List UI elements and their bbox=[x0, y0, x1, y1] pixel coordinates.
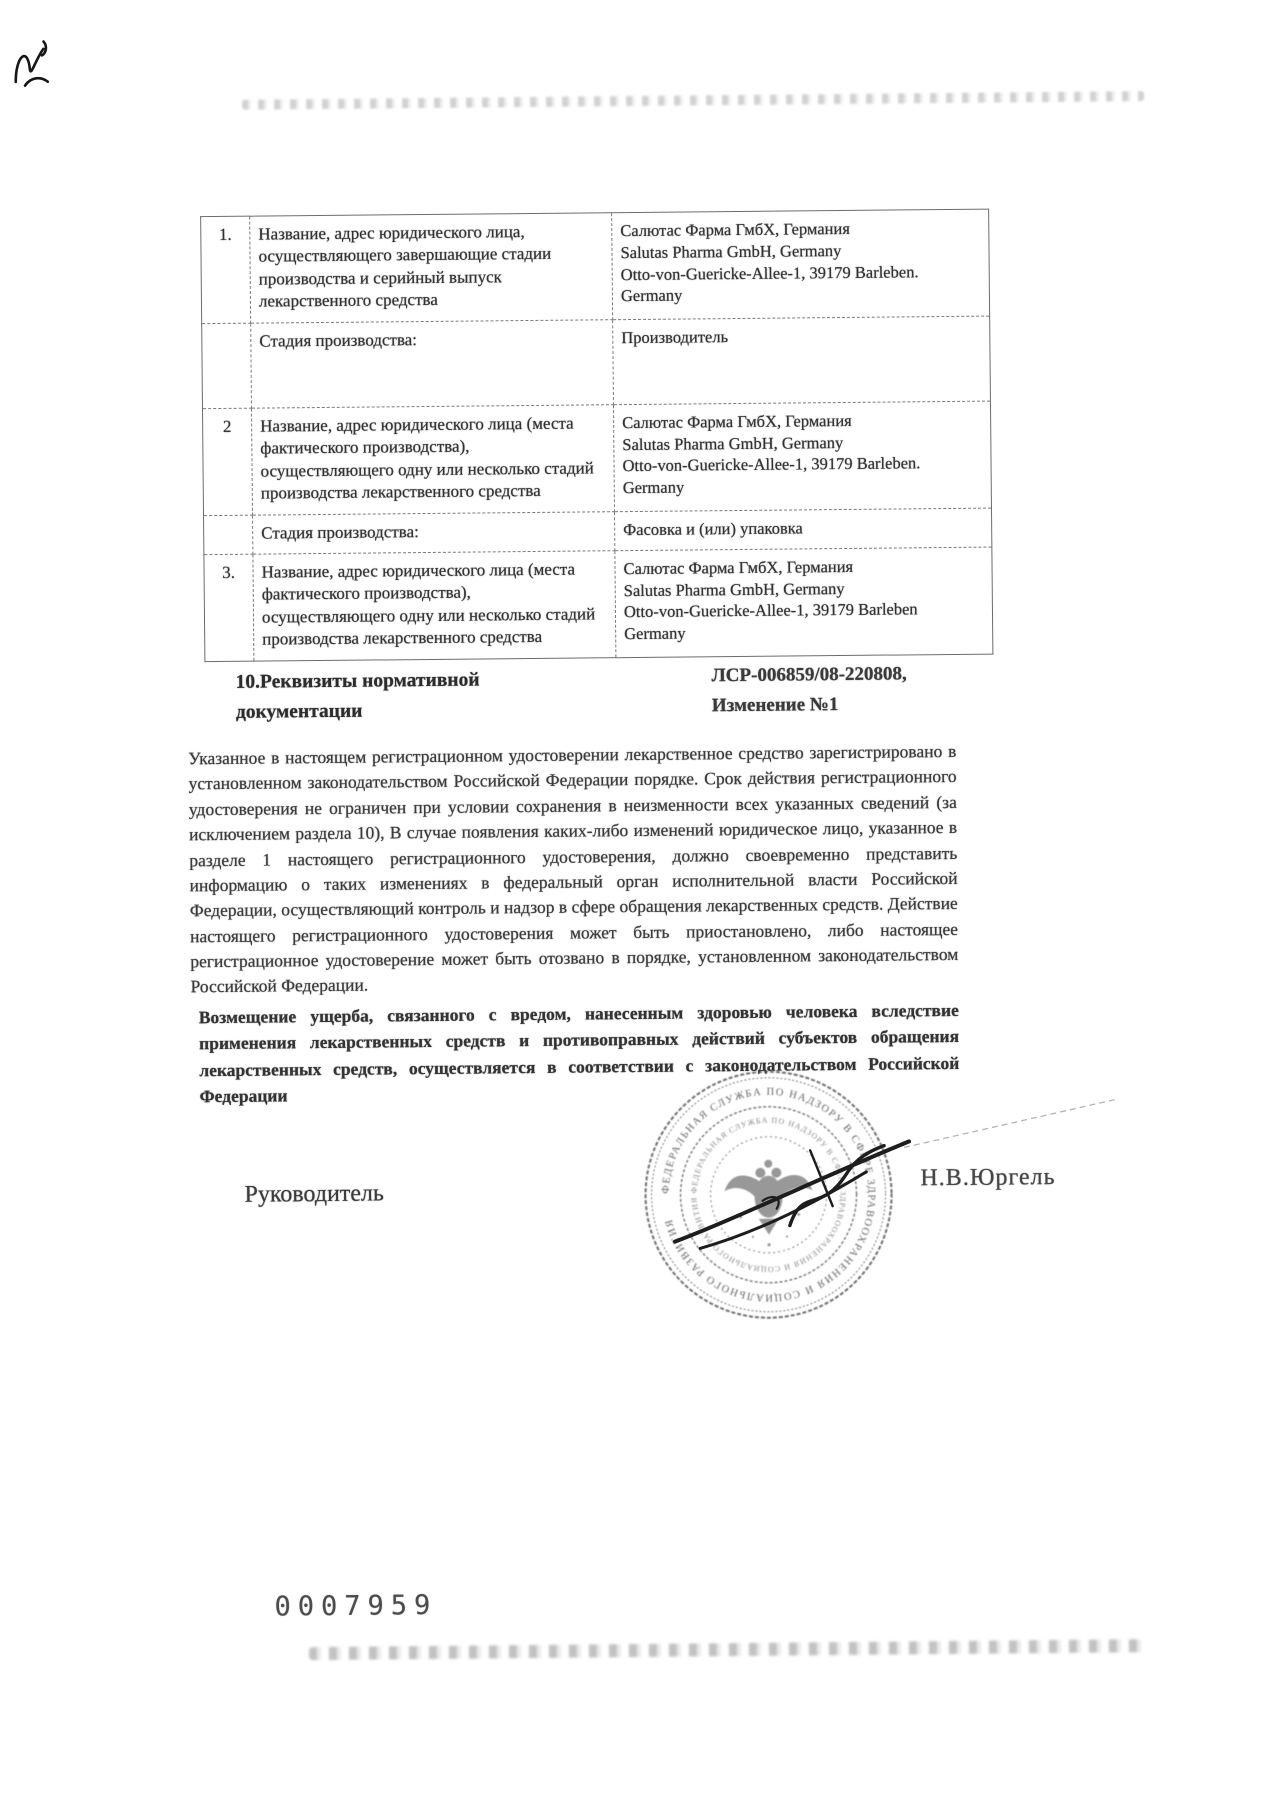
row-label: Название, адрес юридического лица, осуществляющего завершающие стадии производства и серийный выпуск лекарственного средства bbox=[250, 213, 613, 323]
signer-role-label: Руководитель bbox=[244, 1180, 385, 1208]
row-value: Салютас Фарма ГмбХ, Германия Salutas Pharma GmbH, Germany Otto-von-Guericke-Allee-1, 39179 Barleben. Germany bbox=[612, 209, 990, 319]
row-label: Стадия производства: bbox=[253, 511, 615, 554]
row-number: 2 bbox=[202, 408, 252, 515]
ink-scribble-mark bbox=[1, 29, 74, 96]
row-label: Название, адрес юридического лица (места фактического производства), осуществляющего одну или несколько стадий производства лекарственного средства bbox=[253, 551, 616, 661]
table-row bbox=[204, 547, 993, 661]
legal-paragraph-liability: Возмещение ущерба, связанного с вредом, нанесенным здоровью человека вследствие применения лекарственных средств и противоправных действий субъектов обращения лекарственных средств, осуществляется в соответствии с законодательством Российской Федерации bbox=[198, 999, 960, 1106]
row-number bbox=[204, 515, 253, 555]
table-row bbox=[201, 209, 990, 323]
section10-heading: 10.Реквизиты нормативной документации bbox=[235, 669, 480, 724]
signer-name: Н.В.Юргель bbox=[920, 1163, 1056, 1192]
section10-registration-number bbox=[711, 658, 1012, 722]
registration-number-line: ЛСР-006859/08-220808, bbox=[711, 663, 907, 687]
row-number bbox=[202, 323, 252, 408]
row-value: Фасовка и (или) упаковка bbox=[614, 508, 991, 551]
row-number: 1. bbox=[201, 216, 251, 323]
row-label: Стадия производства: bbox=[251, 319, 614, 407]
registration-change-line: Изменение №1 bbox=[711, 694, 839, 717]
stamp-inner-ring-text: ФЕДЕРАЛЬНАЯ СЛУЖБА ПО НАДЗОРУ В СФЕРЕ ЗДРАВООХРАНЕНИЯ И СОЦИАЛЬНОГО РАЗВИТИЯ bbox=[689, 1115, 848, 1274]
stamp-ring-text: ФЕДЕРАЛЬНАЯ СЛУЖБА ПО НАДЗОРУ В СФЕРЕ ЗДРАВООХРАНЕНИЯ И СОЦИАЛЬНОГО РАЗВИТИЯ bbox=[660, 1086, 877, 1303]
scan-noise-band-top bbox=[242, 91, 1144, 110]
manufacturer-table bbox=[200, 209, 993, 662]
row-label: Название, адрес юридического лица (места фактического производства), осуществляющего одну или несколько стадий производства лекарственного средства bbox=[251, 404, 614, 514]
table-row bbox=[202, 401, 991, 515]
row-value: Салютас Фарма ГмбХ, Германия Salutas Pharma GmbH, Germany Otto-von-Guericke-Allee-1, 39179 Barleben. Germany bbox=[613, 401, 991, 511]
scan-noise-band-bottom bbox=[309, 1639, 1149, 1660]
table-row bbox=[202, 316, 991, 409]
signature-faint-line bbox=[904, 1099, 1116, 1147]
row-number: 3. bbox=[204, 554, 254, 661]
row-value: Салютас Фарма ГмбХ, Германия Salutas Pharma GmbH, Germany Otto-von-Guericke-Allee-1, 39179 Barleben Germany bbox=[615, 547, 993, 657]
legal-paragraph-main: Указанное в настоящем регистрационном удостоверении лекарственное средство зарегистрировано в установленном законодательством Российской Федерации порядке. Срок действия регистрационного удостоверения не ограничен при условии сохранения в неизменности всех указанных сведений (за исключением раздела 10), В случае появления каких-либо изменений юридическое лицо, указанное в разделе 1 настоящего регистрационного удостоверения, должно своевременно представить информацию о таких изменениях в федеральный орган исполнительной власти Российской Федерации, осуществляющий контроль и надзор в сфере обращения лекарственных средств. Действие настоящего регистрационного удостоверения может быть приостановлено, либо настоящее регистрационное удостоверение может быть отозвано в порядке, установленном законодательством Российской Федерации. bbox=[188, 740, 959, 997]
row-value: Производитель bbox=[613, 316, 991, 405]
handwritten-signature bbox=[603, 1047, 1145, 1302]
form-serial-number: 0007959 bbox=[274, 1589, 438, 1623]
